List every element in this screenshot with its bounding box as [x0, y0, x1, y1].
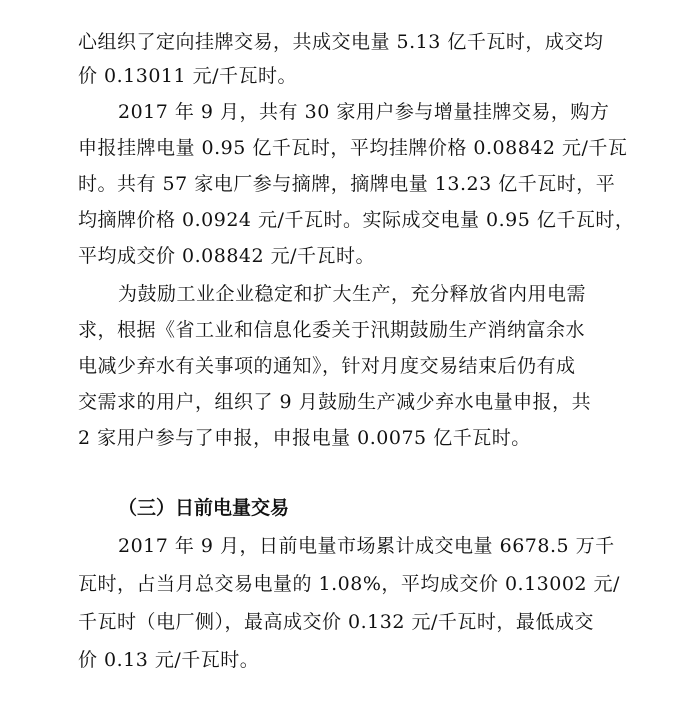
paragraph-line: 瓦时，占当月总交易电量的 1.08%，平均成交价 0.13002 元/	[78, 573, 620, 595]
section-heading: （三）日前电量交易	[118, 497, 290, 519]
paragraph-line: 电减少弃水有关事项的通知》，针对月度交易结束后仍有成	[78, 355, 576, 377]
paragraph-line: 平均成交价 0.08842 元/千瓦时。	[78, 245, 376, 267]
paragraph-line: 2017 年 9 月，共有 30 家用户参与增量挂牌交易，购方	[118, 101, 610, 123]
paragraph-line: 为鼓励工业企业稳定和扩大生产，充分释放省内用电需	[118, 283, 587, 305]
paragraph-line: 时。共有 57 家电厂参与摘牌，摘牌电量 13.23 亿千瓦时，平	[78, 173, 616, 195]
paragraph-line: 千瓦时（电厂侧），最高成交价 0.132 元/千瓦时，最低成交	[78, 611, 594, 633]
paragraph-line: 2017 年 9 月，日前电量市场累计成交电量 6678.5 万千	[118, 535, 615, 557]
paragraph-line: 2 家用户参与了申报，申报电量 0.0075 亿千瓦时。	[78, 427, 531, 449]
paragraph-line: 申报挂牌电量 0.95 亿千瓦时，平均挂牌价格 0.08842 元/千瓦	[78, 137, 628, 159]
paragraph-line: 心组织了定向挂牌交易，共成交电量 5.13 亿千瓦时，成交均	[78, 31, 604, 53]
paragraph-line: 价 0.13011 元/千瓦时。	[78, 65, 298, 87]
paragraph-line: 求，根据《省工业和信息化委关于汛期鼓励生产消纳富余水	[78, 319, 586, 341]
paragraph-line: 交需求的用户，组织了 9 月鼓励生产减少弃水电量申报，共	[78, 391, 592, 413]
paragraph-line: 均摘牌价格 0.0924 元/千瓦时。实际成交电量 0.95 亿千瓦时，	[78, 209, 635, 231]
paragraph-line: 价 0.13 元/千瓦时。	[78, 649, 260, 671]
